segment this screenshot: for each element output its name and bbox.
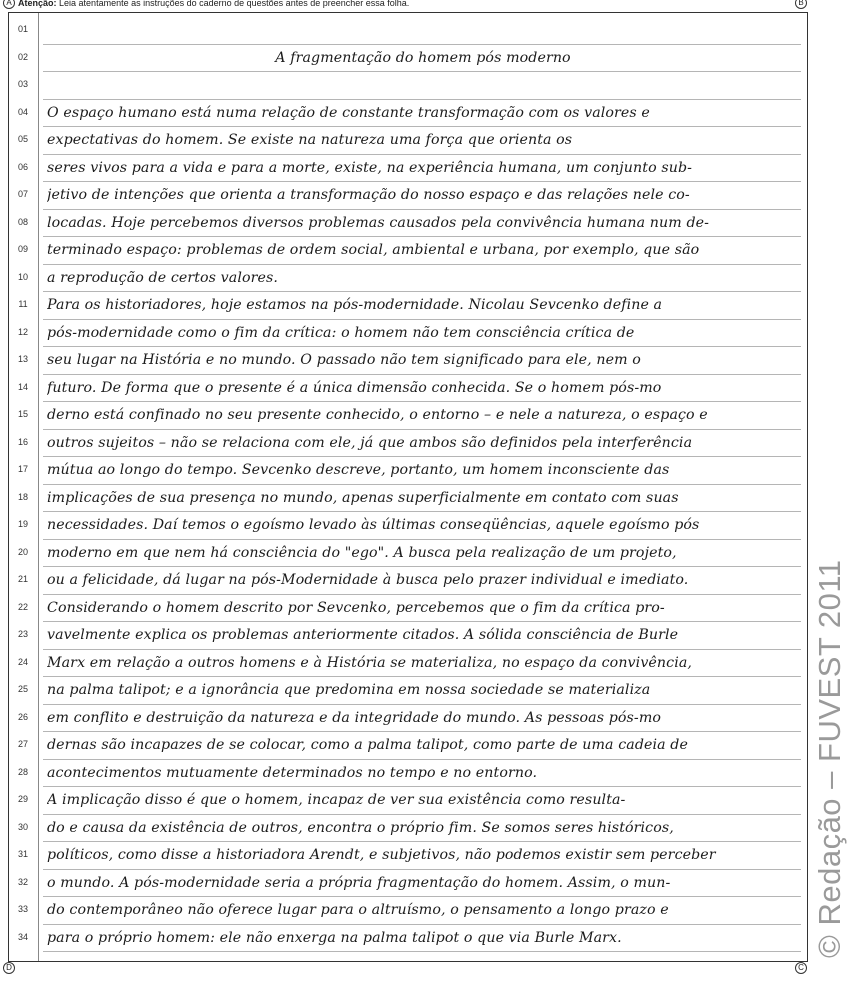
essay-line-text: expectativas do homem. Se existe na natureza uma força que orienta os — [47, 132, 573, 148]
essay-line-text: Para os historiadores, hoje estamos na pós-modernidade. Nicolau Sevcenko define a — [47, 297, 663, 313]
line-rule — [43, 951, 801, 952]
line-number: 18 — [17, 491, 28, 502]
essay-line — [9, 842, 807, 870]
line-number: 16 — [17, 436, 28, 447]
line-number: 27 — [17, 739, 28, 749]
line-number: 28 — [17, 766, 28, 777]
essay-line — [9, 595, 807, 623]
line-number: 31 — [17, 849, 28, 859]
corner-marker-c: C — [795, 962, 807, 974]
essay-line — [9, 567, 807, 595]
line-number: 08 — [17, 216, 28, 227]
essay-line-text: vavelmente explica os problemas anteriormente citados. A sólida consciência de Burle — [47, 627, 679, 643]
essay-line-text: na palma talipot; e a ignorância que predomina em nossa sociedade se materializa — [47, 682, 651, 698]
essay-line-text: ou a felicidade, dá lugar na pós-Modernidade à busca pelo prazer individual e imediato. — [47, 572, 689, 588]
essay-line — [9, 155, 807, 183]
line-number: 24 — [17, 656, 28, 667]
essay-line-text: o mundo. A pós-modernidade seria a própria fragmentação do homem. Assim, o mun- — [47, 874, 671, 891]
line-number: 32 — [17, 876, 28, 887]
essay-line — [9, 815, 807, 843]
watermark-text: © Redação – FUVEST 2011 — [812, 559, 847, 958]
notice-text: Leia atentamente as instruções do caderno de questões antes de preencher essa folha. — [59, 0, 410, 8]
essay-title: A fragmentação do homem pós moderno — [275, 49, 571, 66]
essay-line-text: para o próprio homem: ele não enxerga na palma talipot o que via Burle Marx. — [47, 929, 622, 946]
essay-line-text: futuro. De forma que o presente é a única dimensão conhecida. Se o homem pós-mo — [47, 379, 662, 396]
corner-marker-b: B — [795, 0, 807, 9]
line-number: 13 — [17, 354, 28, 364]
essay-line — [9, 182, 807, 210]
essay-line — [9, 320, 807, 348]
sheet-header — [0, 0, 850, 10]
line-number: 21 — [17, 574, 28, 584]
line-number: 33 — [17, 904, 28, 914]
essay-line — [9, 402, 807, 430]
essay-line-text: necessidades. Daí temos o egoísmo levado às últimas conseqüências, aquele egoísmo pós — [47, 517, 700, 533]
essay-line — [9, 72, 807, 100]
line-number: 14 — [17, 381, 28, 392]
essay-line-text: seu lugar na História e no mundo. O passado não tem significado para ele, nem o — [47, 352, 641, 368]
line-number: 01 — [17, 24, 28, 34]
line-number: 19 — [17, 519, 28, 529]
notice-label: Atenção: — [18, 0, 57, 8]
line-number: 07 — [17, 189, 28, 199]
essay-line — [9, 210, 807, 238]
line-number: 05 — [17, 134, 28, 144]
essay-line — [9, 787, 807, 815]
essay-line-text: pós-modernidade como o fim da crítica: o homem não tem consciência crítica de — [47, 324, 635, 341]
essay-line — [9, 650, 807, 678]
line-number: 20 — [17, 546, 28, 557]
essay-line — [9, 540, 807, 568]
essay-line-text: moderno em que nem há consciência do "ego". A busca pela realização de um projeto, — [47, 544, 677, 561]
instruction-notice — [18, 0, 409, 8]
line-number: 12 — [17, 326, 28, 337]
essay-line — [9, 870, 807, 898]
essay-line — [9, 127, 807, 155]
line-number: 04 — [17, 106, 28, 117]
essay-line — [9, 430, 807, 458]
essay-line — [9, 237, 807, 265]
essay-line — [9, 100, 807, 128]
essay-line-text: políticos, como disse a historiadora Arendt, e subjetivos, não podemos existir sem perceber — [47, 847, 716, 863]
line-number: 17 — [17, 464, 28, 474]
line-number: 03 — [17, 79, 28, 89]
essay-line-text: mútua ao longo do tempo. Sevcenko descreve, portanto, um homem inconsciente das — [47, 462, 670, 478]
line-number: 30 — [17, 821, 28, 832]
line-number: 29 — [17, 794, 28, 804]
essay-line-text: a reprodução de certos valores. — [47, 269, 278, 286]
line-number: 02 — [17, 51, 28, 62]
watermark — [812, 559, 850, 958]
line-number: 09 — [17, 244, 28, 254]
essay-line — [9, 292, 807, 320]
essay-line-text: Considerando o homem descrito por Sevcenko, percebemos que o fim da crítica pro- — [47, 599, 665, 616]
essay-line — [9, 375, 807, 403]
essay-line — [9, 347, 807, 375]
essay-line-text: do contemporâneo não oferece lugar para o altruísmo, o pensamento a longo prazo e — [47, 902, 669, 918]
essay-line — [9, 732, 807, 760]
essay-line-text: terminado espaço: problemas de ordem social, ambiental e urbana, por exemplo, que são — [47, 242, 700, 258]
essay-line — [9, 512, 807, 540]
essay-line-text: jetivo de intenções que orienta a transformação do nosso espaço e das relações nele co- — [47, 187, 690, 203]
line-number: 06 — [17, 161, 28, 172]
essay-line — [9, 457, 807, 485]
corner-marker-a: A — [3, 0, 15, 9]
line-number: 15 — [17, 409, 28, 419]
essay-line — [9, 622, 807, 650]
essay-line-text: locadas. Hoje percebemos diversos problemas causados pela convivência humana num de- — [47, 214, 710, 231]
essay-line — [9, 760, 807, 788]
essay-line — [9, 897, 807, 925]
essay-line — [9, 17, 807, 45]
essay-line-text: A implicação disso é que o homem, incapaz de ver sua existência como resulta- — [47, 792, 626, 808]
essay-line — [9, 45, 807, 73]
line-number: 26 — [17, 711, 28, 722]
line-number: 25 — [17, 684, 28, 694]
essay-line — [9, 677, 807, 705]
essay-line-text: em conflito e destruição da natureza e da integridade do mundo. As pessoas pós-mo — [47, 709, 662, 726]
essay-line-text: dernas são incapazes de se colocar, como a palma talipot, como parte de uma cadeia de — [47, 737, 688, 753]
essay-line-text: seres vivos para a vida e para a morte, existe, na experiência humana, um conjunto sub- — [47, 159, 693, 176]
essay-line-text: derno está confinado no seu presente conhecido, o entorno – e nele a natureza, o espaço e — [47, 407, 708, 423]
line-number: 22 — [17, 601, 28, 612]
line-number: 10 — [17, 271, 28, 282]
essay-line-text: acontecimentos mutuamente determinados no tempo e no entorno. — [47, 764, 538, 781]
essay-line-text: O espaço humano está numa relação de constante transformação com os valores e — [47, 104, 650, 121]
line-number: 23 — [17, 629, 28, 639]
essay-line — [9, 265, 807, 293]
essay-line — [9, 925, 807, 953]
corner-marker-d: D — [3, 962, 15, 974]
essay-line-text: Marx em relação a outros homens e à História se materializa, no espaço da convivência, — [47, 654, 693, 671]
essay-line — [9, 485, 807, 513]
essay-line — [9, 705, 807, 733]
answer-sheet — [8, 12, 808, 962]
essay-line-text: do e causa da existência de outros, encontra o próprio fim. Se somos seres históricos, — [47, 819, 674, 836]
essay-line-text: outros sujeitos – não se relaciona com ele, já que ambos são definidos pela interferência — [47, 434, 693, 451]
line-number: 34 — [17, 931, 28, 942]
essay-line-text: implicações de sua presença no mundo, apenas superficialmente em contato com suas — [47, 489, 679, 506]
line-number: 11 — [18, 299, 28, 309]
